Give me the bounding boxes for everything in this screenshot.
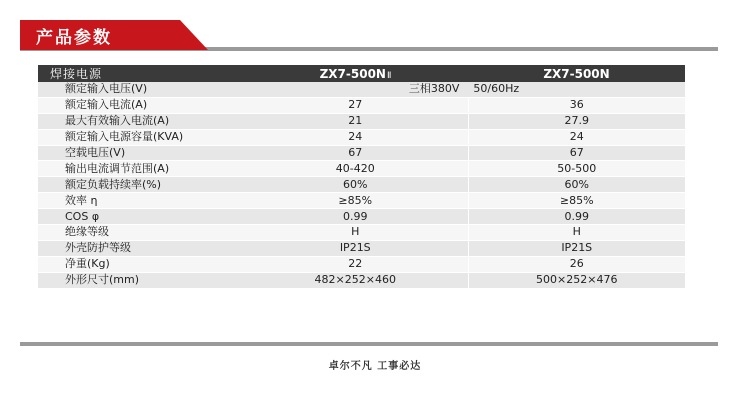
row-label: 最大有效输入电流(A) (38, 113, 243, 129)
row-value-model-b: 67 (468, 145, 685, 161)
section-title: 产品参数 (36, 28, 112, 48)
row-value-merged: 三相380V 50/60Hz (243, 82, 685, 97)
row-value-model-b: 50-500 (468, 161, 685, 177)
row-value-model-b: 26 (468, 256, 685, 272)
table-header-row (38, 65, 685, 82)
table-row (38, 161, 685, 177)
row-value-model-b: 60% (468, 177, 685, 193)
footer-slogan: 卓尔不凡 工事必达 (328, 361, 422, 372)
row-label: 效率 η (38, 193, 243, 209)
row-value-model-a: 40-420 (243, 161, 468, 177)
table-row (38, 177, 685, 193)
row-value-model-a: 60% (243, 177, 468, 193)
table-row (38, 272, 685, 288)
table-row (38, 193, 685, 209)
row-label: 净重(Kg) (38, 256, 243, 272)
table-row (38, 209, 685, 225)
row-value-model-b: 27.9 (468, 113, 685, 129)
row-label: 外形尺寸(mm) (38, 272, 243, 288)
row-value-model-b: 500×252×476 (468, 272, 685, 288)
row-label: 额定输入电源容量(KVA) (38, 129, 243, 145)
row-label: 绝缘等级 (38, 225, 243, 241)
row-value-model-b: 36 (468, 97, 685, 113)
row-value-model-a: 24 (243, 129, 468, 145)
row-value-model-b: H (468, 225, 685, 241)
row-label: 外壳防护等级 (38, 240, 243, 256)
row-value-model-a: 0.99 (243, 209, 468, 225)
col-header-model-a (243, 65, 468, 82)
row-value-model-a: 67 (243, 145, 468, 161)
row-label: 额定输入电流(A) (38, 97, 243, 113)
table-row (38, 129, 685, 145)
row-label: 空载电压(V) (38, 145, 243, 161)
row-label: 额定负载持续率(%) (38, 177, 243, 193)
spec-table (38, 65, 685, 289)
model-a-name: ZX7-500N (319, 66, 386, 81)
table-row (38, 240, 685, 256)
table-row (38, 113, 685, 129)
row-value-model-a: H (243, 225, 468, 241)
row-value-model-b: IP21S (468, 240, 685, 256)
row-value-model-b: ≥85% (468, 193, 685, 209)
table-row (38, 256, 685, 272)
col-header-power: 焊接电源 (38, 65, 243, 82)
row-value-model-a: ≥85% (243, 193, 468, 209)
row-value-model-b: 0.99 (468, 209, 685, 225)
row-value-model-a: 22 (243, 256, 468, 272)
bottom-rule (20, 342, 718, 346)
row-label: COS φ (38, 209, 243, 225)
row-value-model-a: 27 (243, 97, 468, 113)
table-row (38, 225, 685, 241)
table-row (38, 145, 685, 161)
table-row (38, 97, 685, 113)
row-value-model-b: 24 (468, 129, 685, 145)
row-value-model-a: IP21S (243, 240, 468, 256)
model-a-mark: Ⅱ (386, 70, 392, 81)
row-label: 输出电流调节范围(A) (38, 161, 243, 177)
row-label: 额定输入电压(V) (38, 82, 243, 97)
table-row (38, 82, 685, 97)
row-value-model-a: 21 (243, 113, 468, 129)
col-header-model-b: ZX7-500N (468, 65, 685, 82)
row-value-model-a: 482×252×460 (243, 272, 468, 288)
section-banner (20, 20, 718, 50)
